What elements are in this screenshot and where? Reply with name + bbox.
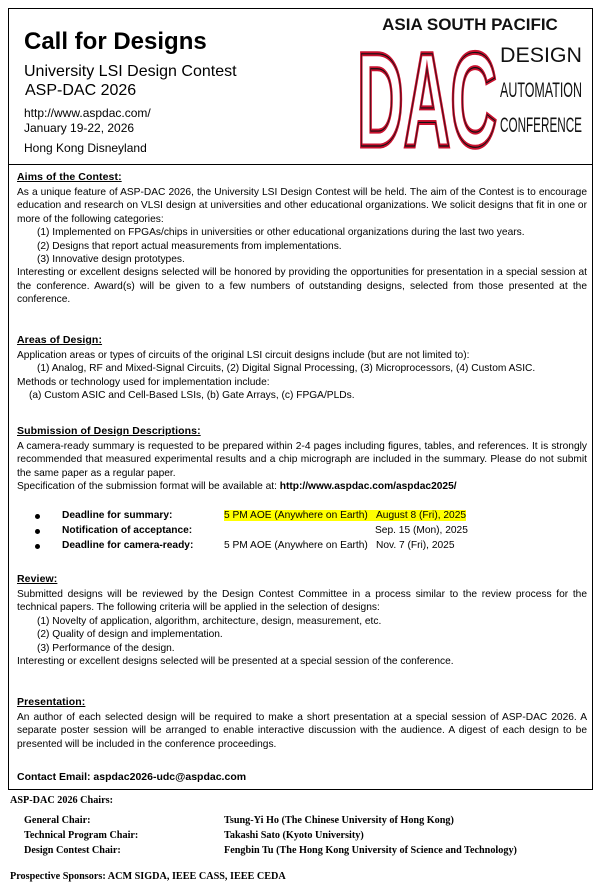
- logo-word-design: DESIGN: [500, 44, 582, 67]
- review-title: Review:: [17, 573, 58, 585]
- areas-line-1: Application areas or types of circuits of the original LSI circuit designs include (but are not limited to):: [17, 350, 470, 361]
- chairs-title: ASP-DAC 2026 Chairs:: [10, 795, 114, 806]
- review-closing: Interesting or excellent designs selected will be presented at a special session of the conference.: [17, 656, 454, 668]
- deadline-time: 5 PM AOE (Anywhere on Earth): [224, 540, 368, 551]
- aims-title: Aims of the Contest:: [17, 171, 122, 183]
- chair-role: General Chair:: [24, 815, 91, 826]
- presentation-title: Presentation:: [17, 696, 86, 708]
- aims-section: [17, 170, 587, 307]
- areas-title: Areas of Design:: [17, 334, 103, 346]
- aims-item-3: (3) Innovative design prototypes.: [37, 254, 185, 266]
- deadline-date: Sep. 15 (Mon), 2025: [375, 525, 468, 536]
- logo-top-text: ASIA SOUTH PACIFIC: [382, 15, 558, 34]
- aims-item-2: (2) Designs that report actual measurements from implementations.: [37, 240, 342, 252]
- areas-line-4: (a) Custom ASIC and Cell-Based LSIs, (b) Gate Arrays, (c) FPGA/PLDs.: [29, 390, 355, 402]
- header: [24, 28, 344, 156]
- spec-url-link[interactable]: http://www.aspdac.com/aspdac2025/: [279, 481, 457, 493]
- presentation-section: [17, 695, 587, 751]
- conference-dates: January 19-22, 2026: [24, 121, 135, 135]
- review-item-1: (1) Novelty of application, algorithm, architecture, design, measurement, etc.: [37, 615, 382, 627]
- logo-word-conference: CONFERENCE: [500, 114, 582, 137]
- page-title: Call for Designs: [24, 28, 207, 55]
- spec-prefix: Specification of the submission format will be available at:: [17, 481, 280, 493]
- deadline-date: August 8 (Fri), 2025: [376, 510, 467, 521]
- submission-para: A camera-ready summary is requested to be prepared within 2-4 pages including figures, tables, and references. It is strongly recommended that measured experimental results and a chip micrograph are included in the summary. Please do not submit the same paper as a regular paper.: [17, 441, 587, 479]
- review-section: [17, 572, 587, 668]
- deadline-row-camera-ready: [17, 540, 587, 555]
- deadline-date: Nov. 7 (Fri), 2025: [376, 540, 455, 551]
- submission-title: Submission of Design Descriptions:: [17, 425, 201, 437]
- contest-name: University LSI Design Contest: [24, 63, 237, 80]
- areas-line-2: (1) Analog, RF and Mixed-Signal Circuits, (2) Digital Signal Processing, (3) Microprocessors, (4) Custom ASIC.: [37, 363, 536, 375]
- deadline-label: Deadline for summary:: [62, 510, 173, 521]
- deadline-time: 5 PM AOE (Anywhere on Earth): [224, 510, 380, 521]
- bullet-icon: [35, 514, 40, 519]
- chair-name: Takashi Sato (Kyoto University): [224, 830, 364, 841]
- conference-name: ASP-DAC 2026: [25, 82, 137, 99]
- deadline-label: Notification of acceptance:: [62, 525, 193, 536]
- review-para: Submitted designs will be reviewed by the Design Contest Committee in a process similar to the review process for the technical papers. The following criteria will be applied in the selection of designs:: [17, 589, 587, 614]
- aims-intro: As a unique feature of ASP-DAC 2026, the University LSI Design Contest will be held. The aim of the Contest is to encourage education and research on VLSI design at universities and other educational organizations. We solicit designs that fit in one or more of the following categories:: [17, 187, 587, 225]
- header-divider: [8, 164, 593, 165]
- bullet-icon: [35, 529, 40, 534]
- aims-item-1: (1) Implemented on FPGAs/chips in universities or other educational organizations during the last two years.: [37, 227, 525, 239]
- contact-email[interactable]: Contact Email: aspdac2026-udc@aspdac.com: [17, 771, 247, 783]
- deadline-label: Deadline for camera-ready:: [62, 540, 194, 551]
- submission-spec: [17, 480, 587, 493]
- conference-venue: Hong Kong Disneyland: [24, 141, 147, 155]
- logo-big-letters: DAC: [357, 26, 497, 154]
- bullet-icon: [35, 544, 40, 549]
- conference-url[interactable]: http://www.aspdac.com/: [24, 106, 151, 120]
- deadline-row-summary: [17, 510, 587, 525]
- chair-name: Fengbin Tu (The Hong Kong University of Science and Technology): [224, 845, 517, 856]
- logo-word-automation: AUTOMATION: [500, 79, 582, 102]
- submission-section: [17, 424, 587, 494]
- chair-role: Technical Program Chair:: [24, 830, 139, 841]
- chair-name: Tsung-Yi Ho (The Chinese University of Hong Kong): [224, 815, 454, 826]
- review-item-2: (2) Quality of design and implementation.: [37, 629, 223, 641]
- logo-big-letters-inner: DAC: [357, 26, 497, 154]
- aims-closing: Interesting or excellent designs selected will be honored by providing the opportunities for presentation in a special session at the conference. Award(s) will be given to a few numbers of outstanding designs, selected from those presented at the conference.: [17, 267, 587, 306]
- review-item-3: (3) Performance of the design.: [37, 642, 175, 654]
- sponsors: Prospective Sponsors: ACM SIGDA, IEEE CASS, IEEE CEDA: [10, 871, 286, 882]
- areas-line-3: Methods or technology used for implementation include:: [17, 376, 270, 388]
- chair-role: Design Contest Chair:: [24, 845, 121, 856]
- asp-dac-logo: [355, 14, 585, 154]
- areas-section: [17, 333, 587, 403]
- deadline-row-notification: [17, 525, 587, 540]
- deadline-list: [17, 510, 587, 555]
- presentation-para: An author of each selected design will be required to make a short presentation at a special session of ASP-DAC 2026. A separate poster session will be arranged to enable interactive discussion with the audience. A digest of each design to be presented will be included in the conference proceedings.: [17, 712, 587, 750]
